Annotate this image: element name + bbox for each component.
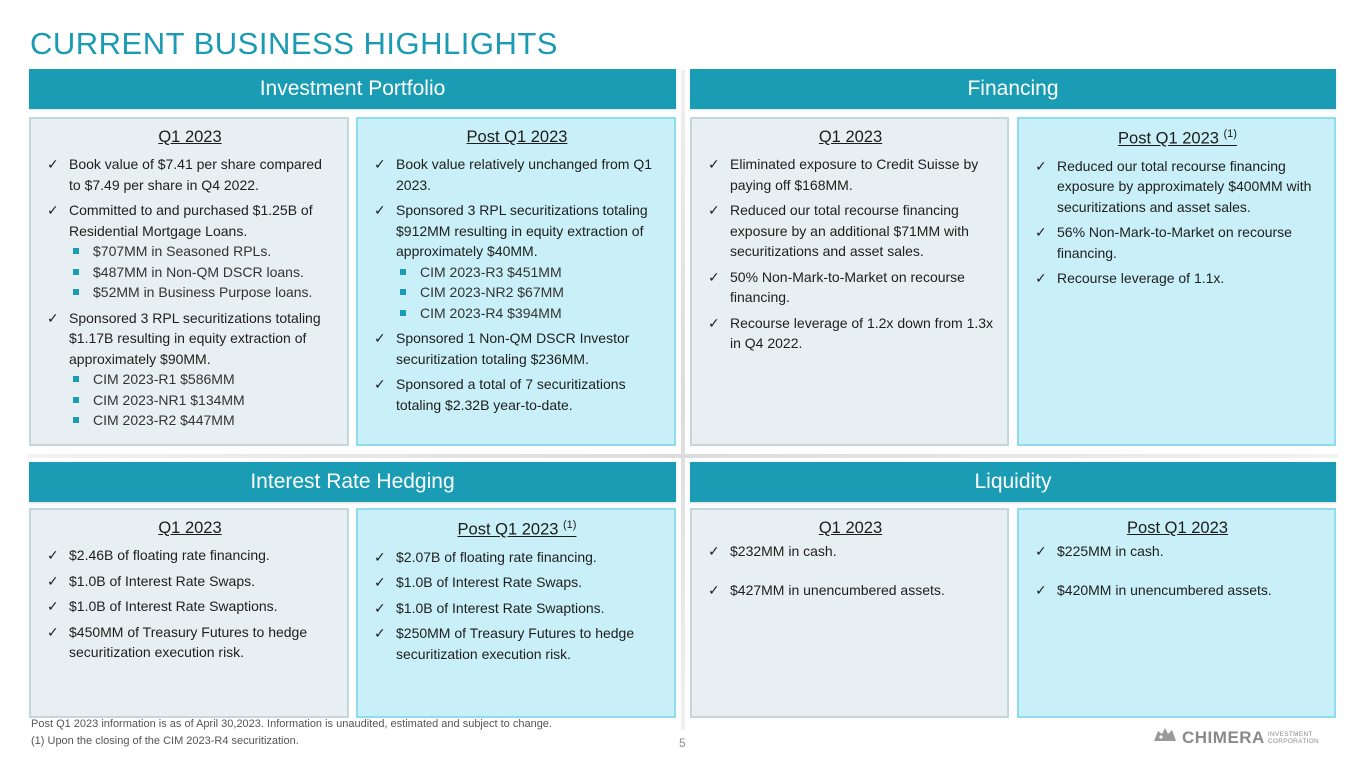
bullet-item <box>1033 222 1322 263</box>
sub-item-text: CIM 2023-R1 $586MM <box>93 371 235 387</box>
square-bullet-icon <box>73 289 79 295</box>
sub-item <box>372 262 662 283</box>
sub-item <box>45 390 335 411</box>
bullet-text: $1.0B of Interest Rate Swaps. <box>69 572 255 589</box>
hedging-post-panel <box>356 508 676 718</box>
bullet-text: Eliminated exposure to Credit Suisse by paying off $168MM. <box>730 156 979 193</box>
bullet-item <box>372 598 662 619</box>
panel-title-text: Q1 2023 <box>158 519 222 537</box>
footnote-info: Post Q1 2023 information is as of April 30,2023. Information is unaudited, estimated and subject to change. <box>31 718 552 730</box>
checkmark-icon: ✓ <box>47 156 59 172</box>
panel-title <box>372 519 662 540</box>
square-bullet-icon <box>73 397 79 403</box>
bullet-list <box>372 154 662 415</box>
checkmark-icon: ✓ <box>708 581 720 598</box>
bullet-list <box>45 154 335 431</box>
bullet-text: $232MM in cash. <box>730 543 837 559</box>
bullet-text: Book value relatively unchanged from Q1 2023. <box>396 156 653 193</box>
sub-item <box>372 303 662 324</box>
bullet-item <box>1033 156 1322 218</box>
bullet-item <box>45 308 335 431</box>
square-bullet-icon <box>400 310 406 316</box>
panel-title <box>45 519 335 538</box>
square-bullet-icon <box>73 248 79 254</box>
bullet-item <box>372 328 662 369</box>
logo-tag-line1: INVESTMENT <box>1267 731 1313 738</box>
panel-title <box>45 128 335 147</box>
investment-q1-panel <box>29 117 349 446</box>
bullet-item <box>45 596 335 617</box>
hedging-q1-panel <box>29 508 349 718</box>
checkmark-icon: ✓ <box>708 268 720 285</box>
bullet-item <box>45 622 335 663</box>
bullet-item <box>706 541 995 562</box>
sub-item-text: CIM 2023-NR2 $67MM <box>420 284 564 300</box>
bullet-text: Recourse leverage of 1.2x down from 1.3x in Q4 2022. <box>730 314 994 351</box>
checkmark-icon: ✓ <box>374 625 386 641</box>
interest-rate-hedging-header: Interest Rate Hedging <box>29 462 676 502</box>
liquidity-q1-panel <box>690 508 1009 718</box>
sub-list <box>372 262 662 324</box>
checkmark-icon: ✓ <box>47 547 59 563</box>
checkmark-icon: ✓ <box>374 574 386 590</box>
panel-title <box>706 128 995 147</box>
checkmark-icon: ✓ <box>47 598 59 614</box>
bullet-item <box>372 623 662 664</box>
checkmark-icon: ✓ <box>1035 581 1047 598</box>
panel-title-text: Post Q1 2023 <box>1127 519 1228 537</box>
square-bullet-icon <box>73 417 79 423</box>
bullet-item <box>372 200 662 323</box>
bullet-list <box>372 547 662 665</box>
chimera-logo <box>1152 726 1319 750</box>
checkmark-icon: ✓ <box>708 202 720 218</box>
bullet-item <box>706 267 995 308</box>
sub-item <box>45 282 335 303</box>
sub-item <box>45 241 335 262</box>
checkmark-icon: ✓ <box>374 202 386 218</box>
footnote-1: (1) Upon the closing of the CIM 2023-R4 securitization. <box>31 735 299 747</box>
bullet-text: $225MM in cash. <box>1057 543 1164 559</box>
square-bullet-icon <box>73 269 79 275</box>
sub-item-text: CIM 2023-NR1 $134MM <box>93 391 245 408</box>
bullet-item <box>372 154 662 195</box>
bullet-item <box>706 200 995 262</box>
bullet-list <box>1033 541 1322 600</box>
sub-item <box>45 369 335 390</box>
financing-header: Financing <box>690 69 1336 109</box>
checkmark-icon: ✓ <box>374 599 386 616</box>
panel-title-text: Q1 2023 <box>158 128 222 146</box>
page-number: 5 <box>679 736 686 750</box>
bullet-text: $450MM of Treasury Futures to hedge securitization execution risk. <box>69 623 308 660</box>
panel-title <box>706 519 995 538</box>
vertical-divider <box>681 70 685 730</box>
checkmark-icon: ✓ <box>1035 270 1047 286</box>
bullet-item <box>372 547 662 568</box>
logo-tag-line2: CORPORATION <box>1267 738 1320 745</box>
bullet-list <box>1033 156 1322 289</box>
panel-title-text: Post Q1 2023 <box>466 128 568 146</box>
square-bullet-icon <box>400 269 406 275</box>
checkmark-icon: ✓ <box>1035 224 1047 240</box>
sub-item <box>45 262 335 283</box>
bullet-item <box>706 154 995 195</box>
bullet-text: $2.46B of floating rate financing. <box>69 547 270 563</box>
bullet-text: $1.0B of Interest Rate Swaptions. <box>69 598 278 614</box>
panel-title-text: Q1 2023 <box>818 519 883 537</box>
square-bullet-icon <box>73 376 79 382</box>
checkmark-icon: ✓ <box>374 548 386 565</box>
sub-item-text: CIM 2023-R3 $451MM <box>420 263 562 280</box>
checkmark-icon: ✓ <box>1035 543 1047 559</box>
bullet-item <box>706 313 995 354</box>
checkmark-icon: ✓ <box>708 543 720 559</box>
bullet-item <box>372 374 662 415</box>
sub-list <box>45 241 335 303</box>
investment-post-panel <box>356 117 676 446</box>
bullet-list <box>706 154 995 354</box>
investment-portfolio-header: Investment Portfolio <box>29 69 676 109</box>
bullet-item <box>706 580 995 601</box>
sub-item-text: CIM 2023-R4 $394MM <box>420 304 562 321</box>
sub-list <box>45 369 335 431</box>
bullet-item <box>45 154 335 195</box>
checkmark-icon: ✓ <box>708 156 720 172</box>
bullet-text: Sponsored 1 Non-QM DSCR Investor securitization totaling $236MM. <box>396 330 630 367</box>
page-title: CURRENT BUSINESS HIGHLIGHTS <box>30 26 558 61</box>
checkmark-icon: ✓ <box>1035 157 1047 174</box>
sub-item-text: $52MM in Business Purpose loans. <box>93 284 313 300</box>
checkmark-icon: ✓ <box>47 309 59 326</box>
horizontal-divider <box>28 454 1338 458</box>
liquidity-header: Liquidity <box>690 462 1336 502</box>
sub-item <box>372 282 662 303</box>
checkmark-icon: ✓ <box>374 156 386 172</box>
checkmark-icon: ✓ <box>47 623 59 640</box>
financing-q1-panel <box>690 117 1009 446</box>
bullet-item <box>1033 541 1322 562</box>
checkmark-icon: ✓ <box>708 314 720 331</box>
bullet-item <box>45 200 335 303</box>
bullet-list <box>45 545 335 663</box>
sub-item-text: $707MM in Seasoned RPLs. <box>93 243 272 259</box>
panel-title <box>1033 128 1322 149</box>
logo-tagline <box>1268 731 1319 745</box>
bullet-text: $420MM in unencumbered assets. <box>1057 581 1272 598</box>
bullet-text: $2.07B of floating rate financing. <box>396 548 597 565</box>
logo-name: CHIMERA <box>1182 728 1265 747</box>
bullet-text: Book value of $7.41 per share compared to $7.49 per share in Q4 2022. <box>69 156 322 193</box>
bullet-item <box>1033 268 1322 289</box>
sub-item <box>45 410 335 431</box>
bullet-item <box>45 545 335 566</box>
checkmark-icon: ✓ <box>47 202 59 218</box>
liquidity-post-panel <box>1017 508 1336 718</box>
bullet-text: 56% Non-Mark-to-Market on recourse financing. <box>1057 224 1292 261</box>
bullet-item <box>1033 580 1322 601</box>
bullet-text: Committed to and purchased $1.25B of Residential Mortgage Loans. <box>69 202 313 239</box>
bullet-text: $427MM in unencumbered assets. <box>730 581 945 598</box>
panel-title <box>1033 519 1322 538</box>
panel-title-text: Post Q1 2023 <box>1118 129 1219 148</box>
bullet-text: Reduced our total recourse financing exposure by an additional $71MM with securitizations and asset sales. <box>730 202 969 259</box>
sub-item-text: CIM 2023-R2 $447MM <box>93 412 235 428</box>
bullet-text: Reduced our total recourse financing exposure by approximately $400MM with securitizations and asset sales. <box>1057 157 1312 215</box>
bullet-text: Sponsored 3 RPL securitizations totaling $1.17B resulting in equity extraction of approximately $90MM. <box>69 309 321 367</box>
footnote-marker: (1) <box>1223 128 1237 140</box>
bullet-text: $1.0B of Interest Rate Swaps. <box>396 574 582 590</box>
bullet-list <box>706 541 995 600</box>
panel-title <box>372 128 662 147</box>
bullet-text: Recourse leverage of 1.1x. <box>1057 270 1225 286</box>
footnote-marker: (1) <box>563 519 577 531</box>
panel-title-text: Post Q1 2023 <box>457 520 559 539</box>
bullet-item <box>45 571 335 592</box>
bullet-text: $250MM of Treasury Futures to hedge securitization execution risk. <box>396 625 635 662</box>
square-bullet-icon <box>400 289 406 295</box>
panel-title-text: Q1 2023 <box>818 128 883 146</box>
checkmark-icon: ✓ <box>374 330 386 346</box>
bullet-text: 50% Non-Mark-to-Market on recourse financing. <box>730 268 965 305</box>
checkmark-icon: ✓ <box>374 376 386 392</box>
financing-post-panel <box>1017 117 1336 446</box>
bullet-text: $1.0B of Interest Rate Swaptions. <box>396 599 605 616</box>
bullet-text: Sponsored 3 RPL securitizations totaling $912MM resulting in equity extraction of approximately $40MM. <box>396 202 648 259</box>
bullet-item <box>372 572 662 593</box>
chimera-lion-icon <box>1152 725 1178 751</box>
checkmark-icon: ✓ <box>47 572 59 589</box>
sub-item-text: $487MM in Non-QM DSCR loans. <box>93 263 304 280</box>
bullet-text: Sponsored a total of 7 securitizations totaling $2.32B year-to-date. <box>396 376 626 413</box>
